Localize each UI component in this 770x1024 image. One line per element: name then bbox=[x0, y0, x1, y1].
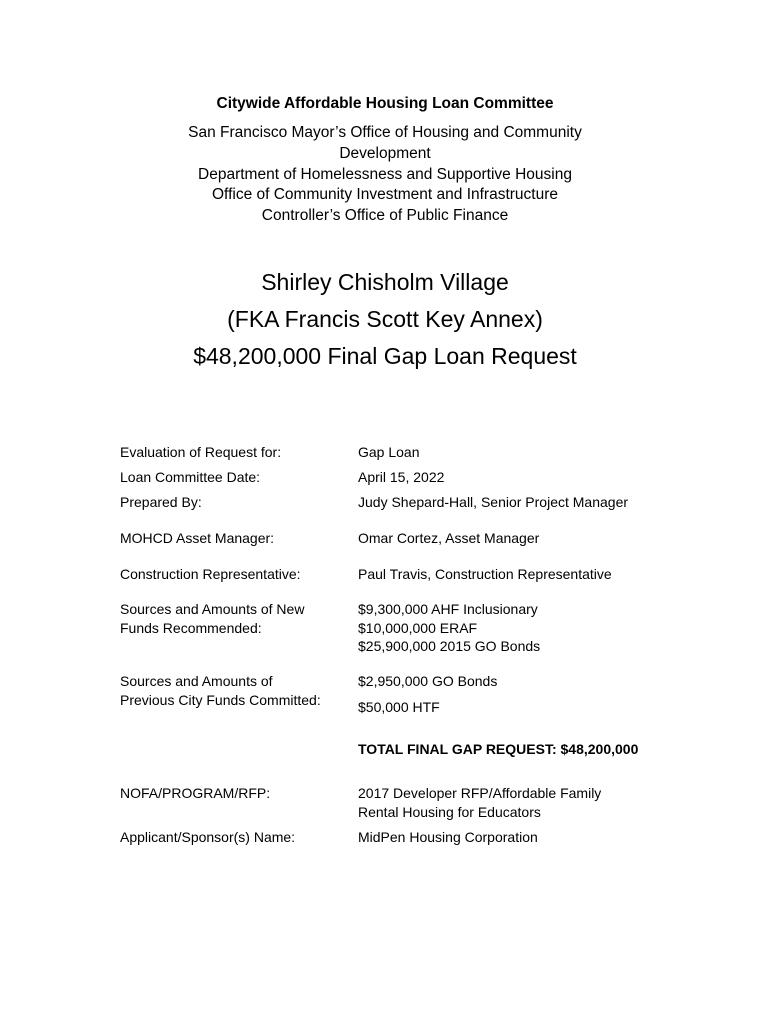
project-name: Shirley Chisholm Village bbox=[261, 269, 509, 295]
project-title bbox=[0, 264, 770, 375]
nofa-value-line: 2017 Developer RFP/Affordable Family bbox=[358, 785, 602, 801]
fund-item: $10,000,000 ERAF bbox=[358, 619, 478, 636]
construction-label: Construction Representative: bbox=[120, 566, 301, 582]
evaluation-value: Gap Loan bbox=[358, 444, 420, 460]
total-gap-request: TOTAL FINAL GAP REQUEST: $48,200,000 bbox=[358, 741, 639, 757]
previous-funds-label-line: Previous City Funds Committed: bbox=[120, 691, 321, 708]
new-funds-label-line: Sources and Amounts of New bbox=[120, 601, 305, 617]
nofa-value-line: Rental Housing for Educators bbox=[358, 803, 541, 820]
asset-manager-value: Omar Cortez, Asset Manager bbox=[358, 530, 540, 546]
prepared-value: Judy Shepard-Hall, Senior Project Manager bbox=[358, 494, 629, 510]
new-funds-values bbox=[358, 600, 678, 656]
nofa-value bbox=[358, 784, 678, 821]
evaluation-label: Evaluation of Request for: bbox=[120, 444, 282, 460]
previous-funds-label-line: Sources and Amounts of bbox=[120, 673, 273, 689]
nofa-label: NOFA/PROGRAM/RFP: bbox=[120, 785, 271, 801]
fund-item: $50,000 HTF bbox=[358, 698, 440, 715]
org-line: San Francisco Mayor’s Office of Housing and Community bbox=[188, 124, 582, 141]
applicant-value: MidPen Housing Corporation bbox=[358, 829, 538, 845]
org-line: Development bbox=[339, 144, 431, 162]
prepared-label: Prepared By: bbox=[120, 494, 202, 510]
applicant-label: Applicant/Sponsor(s) Name: bbox=[120, 829, 296, 845]
org-line: Office of Community Investment and Infrastructure bbox=[211, 186, 559, 204]
previous-funds-label bbox=[120, 672, 350, 709]
asset-manager-label: MOHCD Asset Manager: bbox=[120, 530, 275, 546]
org-line: Department of Homelessness and Supportive Housing bbox=[198, 165, 572, 183]
fund-item: $9,300,000 AHF Inclusionary bbox=[358, 601, 538, 617]
previous-funds-values bbox=[358, 672, 678, 716]
project-fka: (FKA Francis Scott Key Annex) bbox=[227, 306, 543, 332]
fund-item: $2,950,000 GO Bonds bbox=[358, 673, 498, 689]
construction-value: Paul Travis, Construction Representative bbox=[358, 566, 612, 582]
date-value: April 15, 2022 bbox=[358, 469, 445, 485]
new-funds-label bbox=[120, 600, 350, 637]
new-funds-label-line: Funds Recommended: bbox=[120, 619, 262, 636]
fund-item: $25,900,000 2015 GO Bonds bbox=[358, 638, 541, 654]
loan-request: $48,200,000 Final Gap Loan Request bbox=[193, 343, 577, 369]
organizations-block bbox=[0, 123, 770, 227]
org-line: Controller’s Office of Public Finance bbox=[261, 207, 509, 225]
date-label: Loan Committee Date: bbox=[120, 469, 261, 485]
committee-title: Citywide Affordable Housing Loan Committee bbox=[216, 95, 554, 112]
